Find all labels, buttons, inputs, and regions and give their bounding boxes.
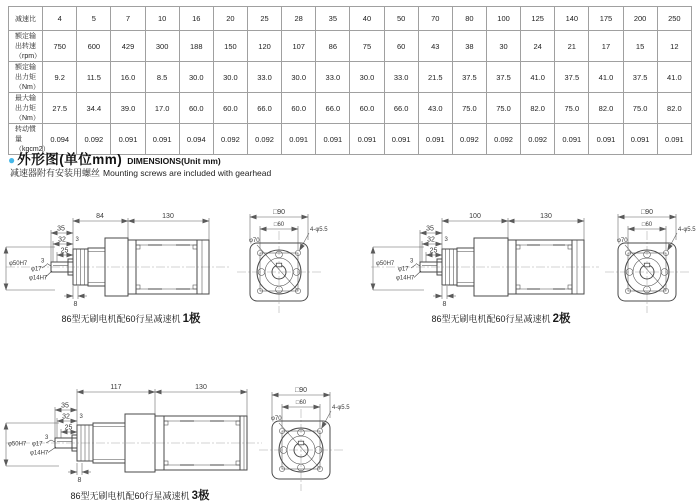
caption-drawing-3 [60, 487, 220, 503]
value-cell: 30.0 [179, 62, 213, 93]
table-row [9, 62, 692, 93]
value-cell: 60.0 [179, 93, 213, 124]
dim-3: 3 [75, 237, 79, 243]
value-cell: 10 [145, 7, 179, 31]
value-cell: 600 [77, 31, 111, 62]
dimensions [6, 384, 247, 484]
flange-view-2 [592, 200, 700, 320]
value-cell: 41.0 [589, 62, 623, 93]
flange-view-1 [224, 200, 336, 320]
dim-mount-holes: 4-φ5.5 [678, 227, 696, 233]
value-cell: 17 [589, 31, 623, 62]
dim-gear-length: 84 [96, 213, 104, 220]
value-cell: 60.0 [350, 93, 384, 124]
dim-8: 8 [442, 301, 447, 308]
dim-flange-square: □90 [272, 209, 286, 216]
value-cell: 30.0 [213, 62, 247, 93]
value-cell: 0.091 [384, 124, 418, 155]
dim-25: 25 [60, 247, 69, 255]
dim-motor-length: 130 [162, 213, 174, 220]
dim-shaft-dia: φ14H7 [29, 275, 48, 282]
value-cell: 0.091 [589, 124, 623, 155]
side-view-2 [365, 205, 605, 327]
dim-3: 3 [41, 258, 45, 265]
value-cell: 30 [486, 31, 520, 62]
caption-drawing-2 [426, 310, 576, 326]
caption-drawing-1 [56, 310, 206, 326]
dim-pilot-circle: φ70 [617, 238, 628, 244]
row-header-cell: 最大输出力矩（Nm） [9, 93, 43, 124]
dim-8: 8 [77, 477, 82, 484]
dim-pilot-dia: φ50H7 [9, 261, 28, 267]
dim-3: 3 [410, 258, 414, 265]
value-cell: 21.5 [418, 62, 452, 93]
value-cell: 0.091 [111, 124, 145, 155]
dim-gear-length: 100 [469, 213, 481, 220]
value-cell: 15 [623, 31, 657, 62]
value-cell: 75 [350, 31, 384, 62]
dim-pilot-circle: φ70 [271, 416, 282, 422]
value-cell: 80 [452, 7, 486, 31]
dim-pilot-dia: φ50H7 [8, 441, 27, 448]
value-cell: 75.0 [555, 93, 589, 124]
value-cell: 82.0 [521, 93, 555, 124]
value-cell: 75.0 [452, 93, 486, 124]
value-cell: 0.092 [77, 124, 111, 155]
dim-gear-length: 117 [110, 384, 122, 391]
dim-shaft-dia: φ14H7 [396, 275, 415, 282]
value-cell: 0.091 [657, 124, 691, 155]
value-cell: 28 [282, 7, 316, 31]
value-cell: 34.4 [77, 93, 111, 124]
value-cell: 140 [555, 7, 589, 31]
value-cell: 25 [247, 7, 281, 31]
value-cell: 70 [418, 7, 452, 31]
dim-bolt-square: □60 [295, 400, 307, 406]
caption-text: 86型无刷电机配60行星减速机 [70, 491, 190, 501]
value-cell: 7 [111, 7, 145, 31]
caption-text: 86型无刷电机配60行星减速机 [431, 314, 551, 324]
dim-25: 25 [64, 424, 73, 432]
value-cell: 40 [350, 7, 384, 31]
table-row [9, 93, 692, 124]
dim-35: 35 [61, 402, 69, 410]
section-note-zh: 减速器附有安装用螺丝 [10, 168, 101, 178]
value-cell: 38 [452, 31, 486, 62]
bullet-icon: ● [8, 153, 16, 167]
dim-8: 8 [73, 301, 78, 308]
row-header-cell: 转动惯量（kgcm2） [9, 124, 43, 155]
caption-text: 86型无刷电机配60行星减速机 [61, 314, 181, 324]
table-row [9, 31, 692, 62]
value-cell: 35 [316, 7, 350, 31]
value-cell: 30.0 [282, 62, 316, 93]
value-cell: 9.2 [43, 62, 77, 93]
value-cell: 8.5 [145, 62, 179, 93]
dim-mount-holes: 4-φ5.5 [310, 227, 328, 233]
value-cell: 188 [179, 31, 213, 62]
dim-motor-length: 130 [195, 384, 207, 391]
dim-35: 35 [57, 225, 65, 233]
value-cell: 16.0 [111, 62, 145, 93]
dim-flange-square: □90 [294, 387, 308, 394]
section-heading [8, 148, 221, 168]
value-cell: 150 [213, 31, 247, 62]
value-cell: 0.092 [213, 124, 247, 155]
value-cell: 37.5 [486, 62, 520, 93]
value-cell: 30.0 [350, 62, 384, 93]
value-cell: 60 [384, 31, 418, 62]
value-cell: 21 [555, 31, 589, 62]
dim-step-dia: φ17 [32, 441, 43, 448]
section-note-en: Mounting screws are included with gearhead [103, 168, 272, 178]
dim-32: 32 [62, 413, 70, 421]
value-cell: 0.094 [43, 124, 77, 155]
value-cell: 12 [657, 31, 691, 62]
value-cell: 75.0 [623, 93, 657, 124]
dim-25: 25 [429, 247, 438, 255]
dim-shaft-dia: φ14H7 [30, 450, 49, 457]
value-cell: 0.091 [316, 124, 350, 155]
section-title-en: DIMENSIONS(Unit mm) [127, 156, 221, 166]
caption-stage: 1极 [182, 313, 201, 325]
value-cell: 43.0 [418, 93, 452, 124]
value-cell: 0.091 [350, 124, 384, 155]
value-cell: 120 [247, 31, 281, 62]
value-cell: 33.0 [247, 62, 281, 93]
value-cell: 33.0 [384, 62, 418, 93]
value-cell: 17.0 [145, 93, 179, 124]
value-cell: 24 [521, 31, 555, 62]
value-cell: 66.0 [384, 93, 418, 124]
value-cell: 20 [213, 7, 247, 31]
side-view-3 [0, 370, 285, 504]
value-cell: 66.0 [316, 93, 350, 124]
row-header-cell: 额定输出力矩（Nm） [9, 62, 43, 93]
value-cell: 39.0 [111, 93, 145, 124]
dim-mount-holes: 4-φ5.5 [332, 405, 350, 411]
value-cell: 0.092 [452, 124, 486, 155]
caption-stage: 3极 [191, 490, 210, 502]
table-row [9, 7, 692, 31]
value-cell: 107 [282, 31, 316, 62]
dim-flange-square: □90 [640, 209, 654, 216]
section-note [10, 166, 271, 179]
value-cell: 27.5 [43, 93, 77, 124]
value-cell: 0.091 [145, 124, 179, 155]
value-cell: 0.091 [623, 124, 657, 155]
value-cell: 37.5 [555, 62, 589, 93]
value-cell: 125 [521, 7, 555, 31]
value-cell: 60.0 [282, 93, 316, 124]
value-cell: 16 [179, 7, 213, 31]
value-cell: 5 [77, 7, 111, 31]
dim-32: 32 [427, 236, 435, 244]
value-cell: 300 [145, 31, 179, 62]
dim-3: 3 [45, 435, 49, 441]
dim-35: 35 [426, 225, 434, 233]
value-cell: 86 [316, 31, 350, 62]
value-cell: 4 [43, 7, 77, 31]
value-cell: 41.0 [521, 62, 555, 93]
value-cell: 37.5 [623, 62, 657, 93]
caption-stage: 2极 [552, 313, 571, 325]
value-cell: 0.092 [486, 124, 520, 155]
spec-table-body [9, 7, 692, 155]
value-cell: 43 [418, 31, 452, 62]
dim-step-dia: φ17 [31, 266, 42, 273]
row-header-cell: 减速比 [9, 7, 43, 31]
value-cell: 66.0 [247, 93, 281, 124]
value-cell: 75.0 [486, 93, 520, 124]
value-cell: 41.0 [657, 62, 691, 93]
dim-bolt-square: □60 [273, 222, 285, 228]
value-cell: 0.092 [247, 124, 281, 155]
value-cell: 429 [111, 31, 145, 62]
value-cell: 37.5 [452, 62, 486, 93]
value-cell: 175 [589, 7, 623, 31]
flange-view-3 [246, 378, 358, 498]
value-cell: 82.0 [657, 93, 691, 124]
value-cell: 0.091 [418, 124, 452, 155]
dim-motor-length: 130 [540, 213, 552, 220]
value-cell: 82.0 [589, 93, 623, 124]
value-cell: 0.091 [555, 124, 589, 155]
side-view-1 [0, 205, 235, 327]
value-cell: 11.5 [77, 62, 111, 93]
dim-3: 3 [79, 414, 83, 420]
dim-bolt-square: □60 [641, 222, 653, 228]
value-cell: 0.094 [179, 124, 213, 155]
dim-pilot-circle: φ70 [249, 238, 260, 244]
value-cell: 250 [657, 7, 691, 31]
value-cell: 60.0 [213, 93, 247, 124]
value-cell: 50 [384, 7, 418, 31]
spec-table [8, 6, 692, 155]
value-cell: 0.092 [521, 124, 555, 155]
row-header-cell: 额定输出转速（rpm） [9, 31, 43, 62]
dim-pilot-dia: φ50H7 [376, 261, 395, 267]
dim-3: 3 [444, 237, 448, 243]
value-cell: 200 [623, 7, 657, 31]
value-cell: 100 [486, 7, 520, 31]
value-cell: 33.0 [316, 62, 350, 93]
dim-32: 32 [58, 236, 66, 244]
value-cell: 0.091 [282, 124, 316, 155]
value-cell: 750 [43, 31, 77, 62]
dim-step-dia: φ17 [398, 266, 409, 273]
section-title-zh: 外形图(单位mm) [17, 152, 123, 167]
